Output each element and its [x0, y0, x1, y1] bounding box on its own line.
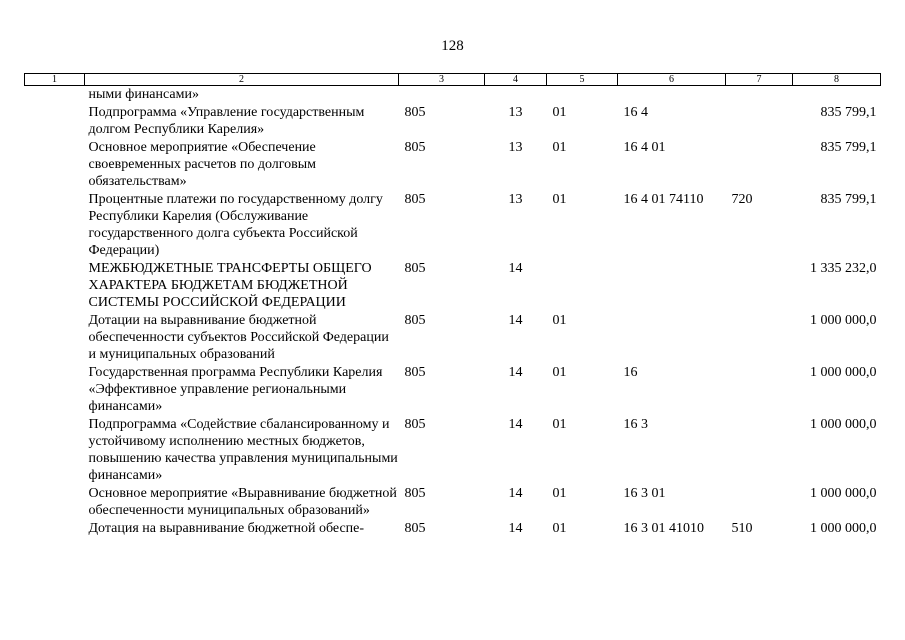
cell-code: 805 — [404, 261, 426, 276]
cell-target: 16 4 01 — [623, 140, 666, 155]
table-row — [25, 138, 881, 190]
cell-target — [618, 259, 726, 311]
column-header: 4 — [485, 74, 547, 86]
cell-section: 14 — [508, 417, 523, 432]
table-row — [25, 415, 881, 484]
cell-section: 13 — [508, 140, 523, 155]
cell-section: 14 — [508, 313, 523, 328]
row-name: Основное мероприятие «Выравнивание бюджетной обеспеченности муниципальных образований» — [88, 486, 397, 518]
cell-code: 805 — [404, 417, 426, 432]
cell-subsection: 01 — [552, 313, 567, 328]
cell-section: 14 — [508, 261, 523, 276]
cell-subsection: 01 — [552, 192, 567, 207]
cell-subsection: 01 — [552, 486, 567, 501]
cell-target — [618, 311, 726, 363]
cell-amount: 1 000 000,0 — [810, 365, 877, 380]
cell-code: 805 — [404, 521, 426, 536]
column-header: 3 — [399, 74, 485, 86]
cell-target: 16 — [623, 365, 638, 380]
cell-type — [726, 138, 793, 190]
row-name: Основное мероприятие «Обеспечение своевременных расчетов по долговым обязательствам» — [88, 140, 317, 189]
cell-target: 16 4 01 74110 — [623, 192, 704, 207]
row-name: МЕЖБЮДЖЕТНЫЕ ТРАНСФЕРТЫ ОБЩЕГО ХАРАКТЕРА БЮДЖЕТАМ БЮДЖЕТНОЙ СИСТЕМЫ РОССИЙСКОЙ ФЕДЕРАЦИИ — [88, 261, 372, 310]
cell-amount: 835 799,1 — [820, 105, 877, 120]
table-row — [25, 103, 881, 138]
cell-type — [726, 311, 793, 363]
table-row — [25, 86, 881, 104]
row-name: ными финансами» — [88, 87, 199, 102]
row-name: Дотации на выравнивание бюджетной обеспеченности субъектов Российской Федерации и муниципальных образований — [88, 313, 389, 362]
cell-section: 14 — [508, 521, 523, 536]
cell-type: 510 — [731, 521, 753, 536]
row-name: Дотация на выравнивание бюджетной обеспе- — [88, 521, 365, 536]
cell-target: 16 4 — [623, 105, 648, 120]
table-row — [25, 311, 881, 363]
cell-code: 805 — [404, 140, 426, 155]
table-row — [25, 190, 881, 259]
column-header: 6 — [618, 74, 726, 86]
column-header: 8 — [793, 74, 881, 86]
cell-type — [726, 259, 793, 311]
cell-target: 16 3 — [623, 417, 648, 432]
budget-table — [24, 73, 881, 537]
cell-target: 16 3 01 — [623, 486, 666, 501]
cell-code: 805 — [404, 105, 426, 120]
cell-section: 14 — [508, 365, 523, 380]
cell-code: 805 — [404, 192, 426, 207]
cell-type — [726, 363, 793, 415]
cell-subsection: 01 — [552, 105, 567, 120]
cell-section: 13 — [508, 105, 523, 120]
cell-amount: 1 335 232,0 — [810, 261, 877, 276]
table-row — [25, 363, 881, 415]
cell-code: 805 — [404, 486, 426, 501]
page-number: 128 — [441, 38, 464, 54]
cell-type: 720 — [731, 192, 753, 207]
cell-section: 14 — [508, 486, 523, 501]
cell-subsection: 01 — [552, 365, 567, 380]
column-header: 7 — [726, 74, 793, 86]
cell-type — [726, 415, 793, 484]
cell-amount: 1 000 000,0 — [810, 486, 877, 501]
cell-target: 16 3 01 41010 — [623, 521, 704, 536]
cell-type — [726, 103, 793, 138]
column-header: 5 — [547, 74, 618, 86]
row-name: Подпрограмма «Содействие сбалансированному и устойчивому исполнению местных бюджетов, повышению качества управления муниципальными финансами» — [88, 417, 398, 483]
column-header: 1 — [25, 74, 85, 86]
cell-section: 13 — [508, 192, 523, 207]
cell-amount: 1 000 000,0 — [810, 521, 877, 536]
row-name: Государственная программа Республики Карелия «Эффективное управление региональными финансами» — [88, 365, 383, 414]
cell-type — [726, 484, 793, 519]
row-name: Подпрограмма «Управление государственным долгом Республики Карелия» — [88, 105, 365, 137]
cell-subsection — [547, 259, 618, 311]
cell-code: 805 — [404, 365, 426, 380]
cell-subsection: 01 — [552, 140, 567, 155]
header-row — [25, 74, 881, 86]
column-header: 2 — [85, 74, 399, 86]
cell-amount: 1 000 000,0 — [810, 313, 877, 328]
cell-code: 805 — [404, 313, 426, 328]
cell-amount: 835 799,1 — [820, 140, 877, 155]
cell-amount: 835 799,1 — [820, 192, 877, 207]
table-row — [25, 519, 881, 537]
table-row — [25, 484, 881, 519]
cell-subsection: 01 — [552, 417, 567, 432]
cell-amount: 1 000 000,0 — [810, 417, 877, 432]
table-row — [25, 259, 881, 311]
row-name: Процентные платежи по государственному долгу Республики Карелия (Обслуживание государственного долга субъекта Российской Федерации) — [88, 192, 383, 258]
cell-subsection: 01 — [552, 521, 567, 536]
